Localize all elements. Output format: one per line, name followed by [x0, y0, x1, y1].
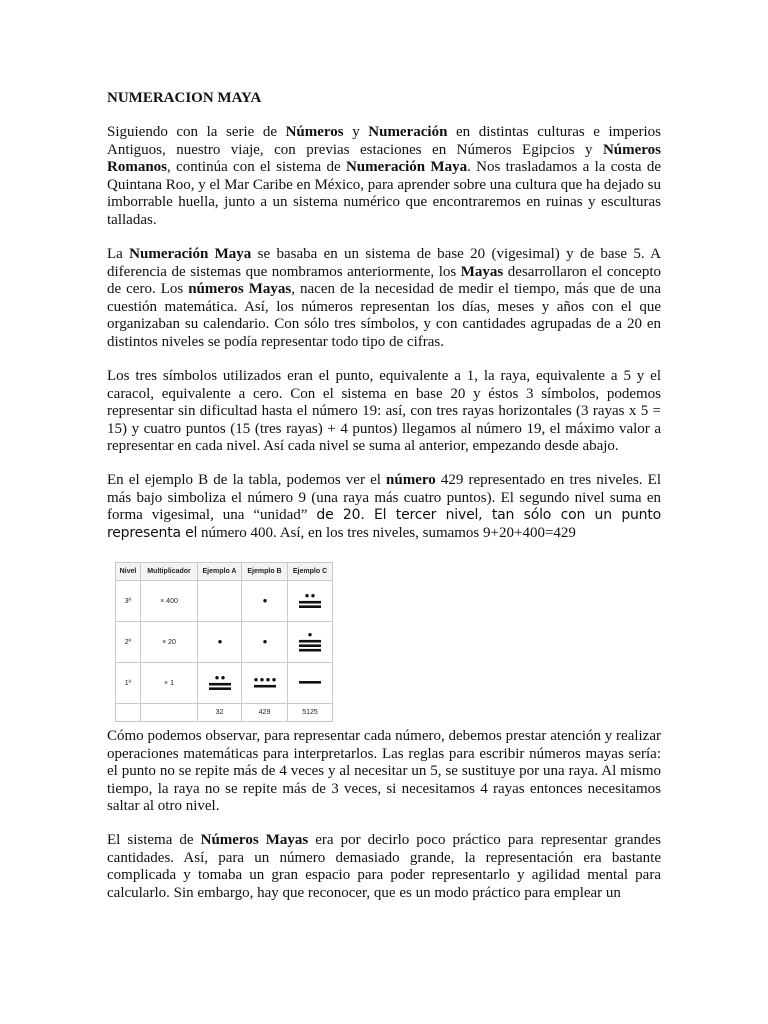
cell-multiplicador: × 20: [141, 622, 198, 663]
maya-numeral-glyph: [253, 598, 277, 603]
cell-ejemplo-b: [242, 663, 288, 704]
maya-bar: [299, 605, 321, 608]
cell-empty: [116, 704, 141, 722]
maya-bar: [299, 601, 321, 604]
cell-ejemplo-a: [198, 622, 242, 663]
cell-nivel: 3º: [116, 581, 141, 622]
maya-bar: [209, 683, 231, 686]
cell-ejemplo-b: [242, 622, 288, 663]
maya-dot: [260, 678, 263, 681]
bold-term: Números Romanos: [107, 141, 661, 176]
maya-dot: [215, 676, 218, 679]
total-ejemplo-a: 32: [198, 704, 242, 722]
bold-term: Numeración: [368, 124, 448, 140]
table-row-level-3: [116, 581, 333, 622]
maya-numeral-glyph: [298, 680, 322, 685]
maya-numeral-glyph: [253, 639, 277, 644]
maya-bar: [299, 649, 321, 652]
header-ejemplo-b: Ejemplo B: [242, 563, 288, 581]
maya-bar: [254, 685, 276, 688]
table-row-totals: [116, 704, 333, 722]
bold-term: Números: [285, 124, 344, 140]
maya-dot: [305, 594, 308, 597]
paragraph-symbols: Los tres símbolos utilizados eran el punto, equivalente a 1, la raya, equivalente a 5 y el caracol, equivalente a cero. Con el sistema en base 20 y éstos 3 símbolos, podemos representar sin dificultad hasta el número 19: así, con tres rayas horizontales (3 rayas x 5 = 15) y cuatro puntos (15 (tres rayas) + 4 puntos) llegamos al número 19, el máximo valor a representar en cada nivel. Así cada nivel se suma al anterior, empezando desde abajo.: [107, 368, 661, 455]
cell-ejemplo-c: [288, 663, 333, 704]
maya-dot: [311, 594, 314, 597]
document-title: NUMERACION MAYA: [107, 90, 262, 106]
cell-ejemplo-c: [288, 622, 333, 663]
paragraph-rules: Cómo podemos observar, para representar cada número, debemos prestar atención y realizar operaciones matemáticas para interpretarlos. Las reglas para escribir números mayas sería: el punto no se repite más de 4 veces y al necesitar un 5, se sustituye por una raya. Al mismo tiempo, la raya no se repite más de 3 veces, si necesitamos 4 rayas entonces necesitamos saltar al otro nivel.: [107, 728, 661, 815]
bold-term: Numeración Maya: [129, 246, 252, 262]
maya-dot: [272, 678, 275, 681]
maya-dot: [266, 678, 269, 681]
paragraph-example-b: En el ejemplo B de la tabla, podemos ver el número 429 representado en tres niveles. El más bajo simboliza el número 9 (una raya más cuatro puntos). El segundo nivel suma en forma vigesimal, una “unidad” de 20. El tercer nivel, tan sólo con un punto representa el número 400. Así, en los tres niveles, sumamos 9+20+400=429: [107, 472, 662, 541]
bold-term: números Mayas: [188, 281, 292, 298]
maya-dot: [263, 599, 266, 602]
header-ejemplo-c: Ejemplo C: [288, 563, 333, 581]
maya-numeral-glyph: [298, 632, 322, 653]
paragraph-intro: Siguiendo con la serie de Números y Numeración en distintas culturas e imperios Antiguos, nuestro viaje, con previas estaciones en Números Egipcios y Números Romanos, continúa con el sistema de Numeración Maya. Nos trasladamos a la costa de Quintana Roo, y el Mar Caribe en México, para aprender sobre una cultura que ha dejado su imborrable huella, junto a un sistema numérico que encontraremos en ruinas y esculturas talladas.: [107, 124, 662, 228]
header-ejemplo-a: Ejemplo A: [198, 563, 242, 581]
maya-dot: [254, 678, 257, 681]
cell-ejemplo-c: [288, 581, 333, 622]
bold-term: Números Mayas: [200, 832, 309, 848]
maya-numeral-table: [115, 562, 333, 722]
sans-run: de 20. El tercer nivel, tan sólo con un punto representa el: [107, 507, 662, 541]
maya-dot: [218, 640, 221, 643]
maya-bar: [299, 681, 321, 684]
total-ejemplo-b: 429: [242, 704, 288, 722]
cell-nivel: 1º: [116, 663, 141, 704]
maya-numeral-glyph: [298, 593, 322, 609]
cell-nivel: 2º: [116, 622, 141, 663]
bold-term: Mayas: [460, 263, 504, 280]
maya-numeral-glyph: [208, 639, 232, 644]
bold-term: número: [386, 472, 436, 488]
bold-term: Numeración Maya: [345, 159, 468, 176]
paragraph-conclusion: El sistema de Números Mayas era por decirlo poco práctico para representar grandes cantidades. Así, para un número demasiado grande, la representación era bastante complicada y tomaba un gran espacio para poder representarlo y agilidad mental para calcularlo. Sin embargo, hay que reconocer, que es un modo práctico para emplear un: [107, 832, 662, 901]
maya-dot: [263, 640, 266, 643]
cell-ejemplo-b: [242, 581, 288, 622]
maya-dot: [221, 676, 224, 679]
table-row-level-2: [116, 622, 333, 663]
table-row-level-1: [116, 663, 333, 704]
maya-dot: [308, 633, 311, 636]
maya-bar: [209, 687, 231, 690]
cell-ejemplo-a: [198, 581, 242, 622]
cell-empty: [141, 704, 198, 722]
total-ejemplo-c: 5125: [288, 704, 333, 722]
header-nivel: Nivel: [116, 563, 141, 581]
maya-numeral-glyph: [252, 677, 278, 689]
paragraph-base-system: La Numeración Maya se basaba en un sistema de base 20 (vigesimal) y de base 5. A diferencia de sistemas que nombramos anteriormente, los Mayas desarrollaron el concepto de cero. Los números Mayas, nacen de la necesidad de medir el tiempo, más que de una cuestión matemática. Así, los números representan los días, meses y años con el que organizaban su calendario. Con sólo tres símbolos, y con cantidades agrupadas de a 20 en distintos niveles se podía representar todo tipo de cifras.: [107, 246, 662, 350]
header-multiplicador: Multiplicador: [141, 563, 198, 581]
maya-bar: [299, 640, 321, 643]
maya-numeral-glyph: [208, 675, 232, 691]
cell-ejemplo-a: [198, 663, 242, 704]
cell-multiplicador: × 400: [141, 581, 198, 622]
cell-multiplicador: × 1: [141, 663, 198, 704]
maya-bar: [299, 644, 321, 647]
